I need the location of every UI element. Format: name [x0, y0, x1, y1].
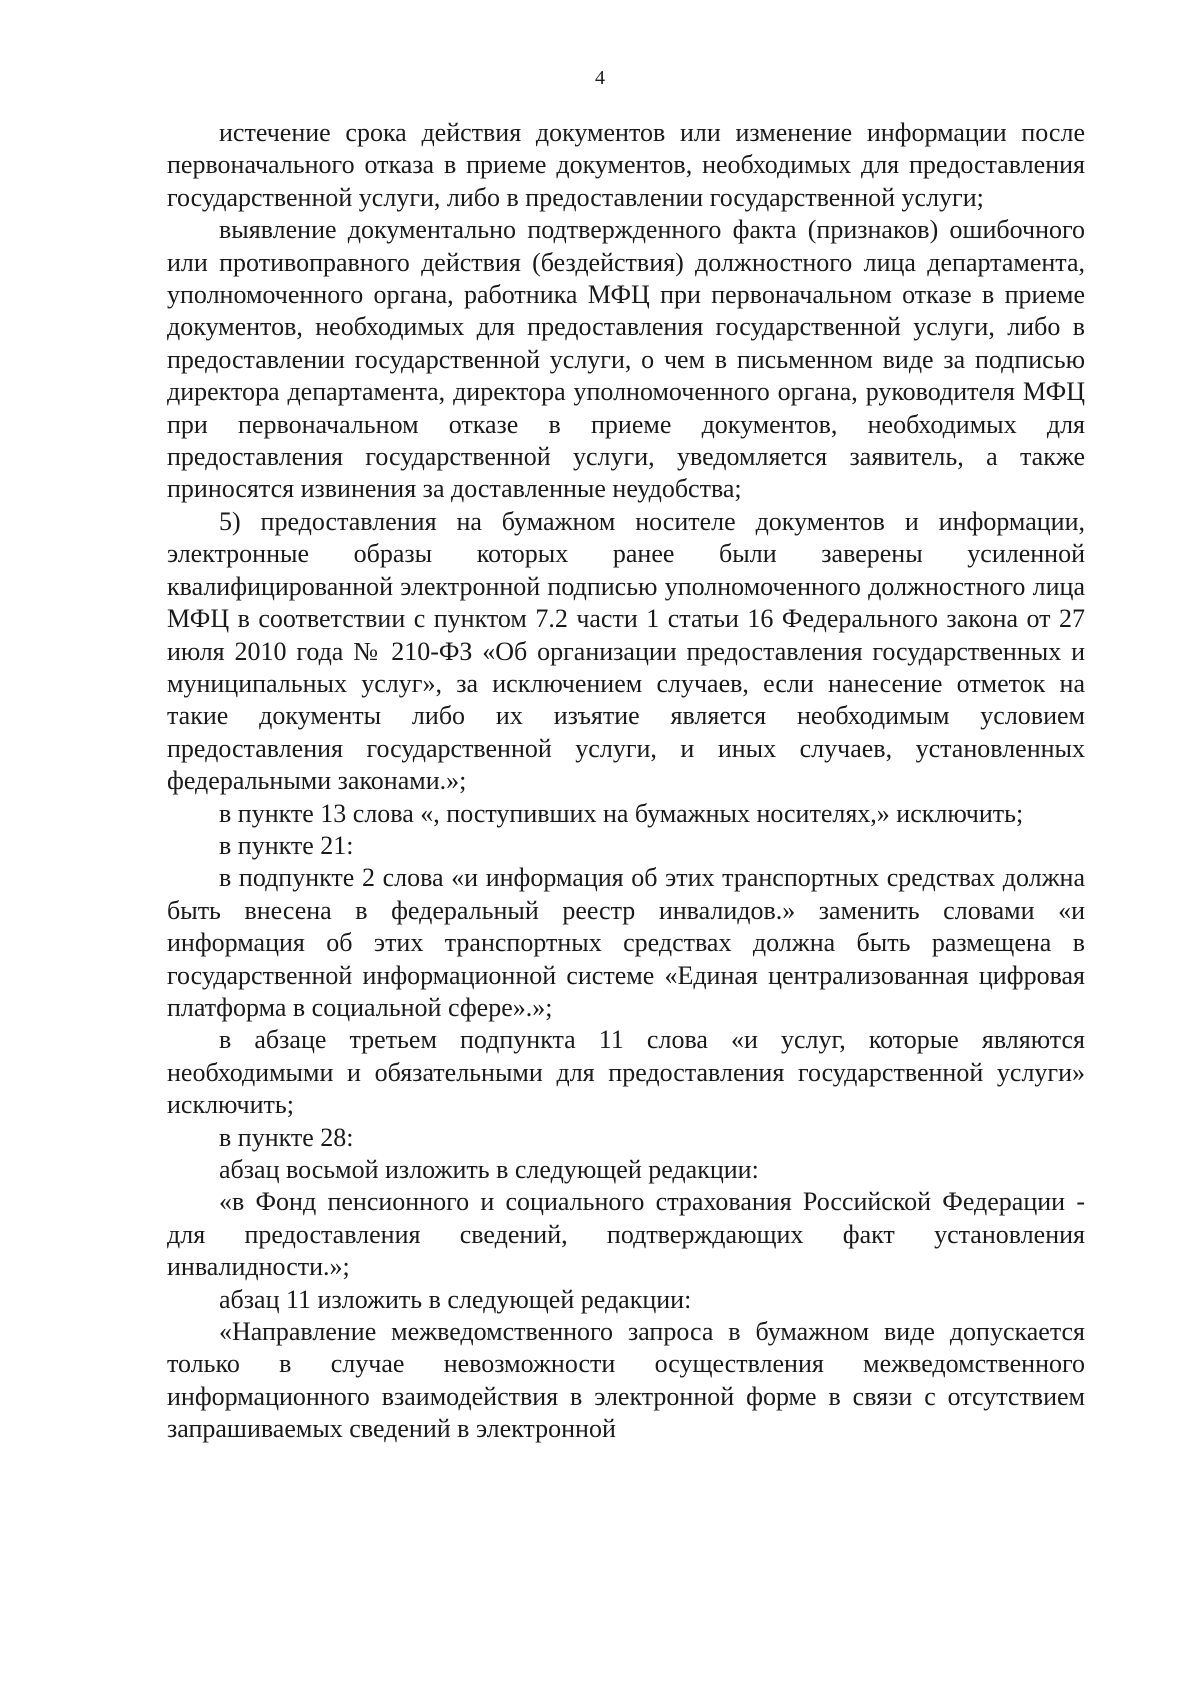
- paragraph-5: в пункте 21:: [219, 830, 354, 860]
- paragraph-3: 5) предоставления на бумажном носителе документов и информации, электронные образы которых ранее были заверены усиленной квалифицированной электронной подписью уполномоченного должностного лица МФЦ в соответствии с пунктом 7.2 части 1 статьи 16 Федерального закона от 27 июля 2010 года № 210-ФЗ «Об организации предоставления государственных и муниципальных услуг», за исключением случаев, если нанесение отметок на такие документы либо их изъятие является необходимым условием предоставления государственной услуги, и иных случаев, установленных федеральными законами.»;: [167, 506, 1085, 796]
- paragraph-9: абзац восьмой изложить в следующей редакции:: [219, 1155, 759, 1184]
- paragraph-8: в пункте 28:: [219, 1122, 354, 1152]
- page-number: 4: [595, 67, 605, 89]
- document-body: [167, 117, 1085, 1446]
- paragraph-10: «в Фонд пенсионного и социального страхования Российской Федерации - для предоставления сведений, подтверждающих факт установления инвалидности.»;: [167, 1187, 1085, 1282]
- paragraph-11: абзац 11 изложить в следующей редакции:: [219, 1284, 692, 1314]
- paragraph-7: в абзаце третьем подпункта 11 слова «и услуг, которые являются необходимыми и обязательными для предоставления государственной услуги» исключить;: [167, 1025, 1085, 1120]
- paragraph-2: выявление документально подтвержденного факта (признаков) ошибочного или противоправного действия (бездействия) должностного лица департамента, уполномоченного органа, работника МФЦ при первоначальном отказе в приеме документов, необходимых для предоставления государственной услуги, либо в предоставлении государственной услуги, о чем в письменном виде за подписью директора департамента, директора уполномоченного органа, руководителя МФЦ при первоначальном отказе в приеме документов, необходимых для предоставления государственной услуги, уведомляется заявитель, а также приносятся извинения за доставленные неудобства;: [167, 215, 1085, 504]
- paragraph-12: «Направление межведомственного запроса в бумажном виде допускается только в случае невозможности осуществления межведомственного информационного взаимодействия в электронной форме в связи с отсутствием запрашиваемых сведений в электронной: [167, 1317, 1085, 1444]
- paragraph-6: в подпункте 2 слова «и информация об этих транспортных средствах должна быть внесена в федеральный реестр инвалидов.» заменить словами «и информация об этих транспортных средствах должна быть размещена в государственной информационной системе «Единая централизованная цифровая платформа в социальной сфере».»;: [167, 863, 1085, 1022]
- paragraph-1: истечение срока действия документов или изменение информации после первоначального отказа в приеме документов, необходимых для предоставления государственной услуги, либо в предоставлении государственной услуги;: [167, 118, 1085, 212]
- paragraph-4: в пункте 13 слова «, поступивших на бумажных носителях,» исключить;: [219, 798, 1024, 828]
